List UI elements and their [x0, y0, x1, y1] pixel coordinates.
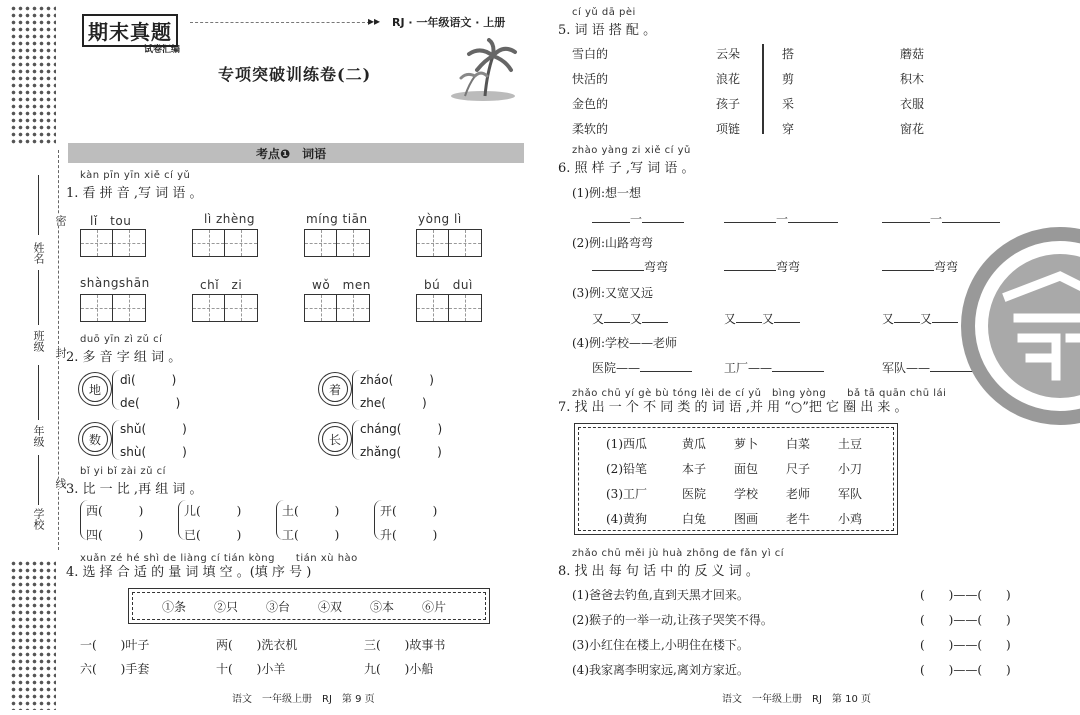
q3-pair-3a[interactable]: 土( )	[282, 504, 340, 518]
q7-word[interactable]: 老牛	[786, 512, 811, 526]
q8-sentence-1: (1)爸爸去钓鱼,直到天黑才回来。	[572, 588, 749, 602]
q4-title: 4. 选 择 合 适 的 量 词 填 空 。(填 序 号 )	[66, 565, 312, 580]
q7-title: 7. 找 出 一 个 不 同 类 的 词 语 ,并 用 “○”把 它 圈 出 来 。	[558, 400, 908, 415]
q7-word[interactable]: 医院	[682, 487, 707, 501]
q7-word[interactable]: 图画	[734, 512, 759, 526]
q2-pinyin: duō yīn zì zǔ cí	[80, 334, 163, 345]
q5-noun-a2: 浪花	[716, 72, 741, 86]
side-label-school: 学校	[32, 508, 45, 530]
q5-noun-a4: 项链	[716, 122, 741, 136]
seal-mark-mi: 密	[54, 215, 67, 226]
q2-char-flower-2: 着	[322, 376, 348, 402]
q5-divider	[762, 44, 764, 134]
q1-answer-grid-4[interactable]	[416, 229, 482, 257]
q2-bracket-1	[112, 370, 120, 410]
logo-title: 期末真题	[82, 14, 178, 47]
q6-answer-4b[interactable]	[724, 359, 824, 376]
q6-wan-1: 弯弯	[644, 260, 669, 274]
q4-option-4: ④双	[318, 600, 343, 614]
q6-wan-2: 弯弯	[776, 260, 801, 274]
q5-noun-a3: 孩子	[716, 97, 741, 111]
q6-answer-1a[interactable]	[592, 210, 684, 227]
q7-word[interactable]: 老师	[786, 487, 811, 501]
q2-title: 2. 多 音 字 组 词 。	[66, 350, 182, 365]
page-title: 专项突破训练卷(二)	[218, 65, 372, 84]
q6-you: 又	[762, 312, 775, 326]
q5-pinyin: cí yǔ dā pèi	[572, 7, 636, 18]
edition-label: RJ · 一年级语文 · 上册	[392, 16, 506, 29]
q5-title: 5. 词 语 搭 配 。	[558, 23, 657, 38]
q3-pair-1a[interactable]: 西( )	[86, 504, 144, 518]
q1-answer-grid-8[interactable]	[416, 294, 482, 322]
q8-sentence-4: (4)我家离李明家远,离刘方家近。	[572, 663, 749, 677]
q5-noun-b2: 积木	[900, 72, 925, 86]
seal-mark-feng: 封	[54, 347, 67, 358]
q4-item-5[interactable]: 十( )小羊	[216, 662, 286, 676]
q7-word[interactable]: 军队	[838, 487, 863, 501]
q4-item-6[interactable]: 九( )小船	[364, 662, 434, 676]
q5-verb-3: 采	[782, 97, 795, 111]
blank[interactable]	[724, 259, 776, 271]
q4-option-1: ①条	[162, 600, 187, 614]
q6-yi-2: 一	[776, 212, 789, 226]
watermark-stamp-icon	[960, 226, 1080, 426]
q6-you: 又	[920, 312, 933, 326]
header-arrow-icon: ▸▸	[368, 14, 381, 28]
q3-pinyin: bǐ yi bǐ zài zǔ cí	[80, 466, 166, 477]
header-rule	[190, 22, 370, 23]
q2-reading-2b[interactable]: zhe( )	[360, 396, 427, 410]
side-line-4	[38, 455, 39, 505]
q4-option-3: ③台	[266, 600, 291, 614]
q3-pair-2b[interactable]: 已( )	[184, 528, 242, 542]
q4-item-2[interactable]: 两( )洗衣机	[216, 638, 298, 652]
side-line-2	[38, 270, 39, 325]
q2-bracket-3	[112, 420, 120, 460]
q5-noun-b1: 蘑菇	[900, 47, 925, 61]
q1-pinyin: kàn pīn yīn xiě cí yǔ	[80, 170, 191, 181]
q6-pair-prefix-1: 医院——	[592, 361, 641, 375]
q7-word[interactable]: 本子	[682, 462, 707, 476]
q1-pinyin-item-2: lì zhèng	[204, 212, 255, 226]
left-dotted-strip-bottom	[10, 560, 56, 710]
q5-adj-4: 柔软的	[572, 122, 609, 136]
side-label-name: 姓名	[32, 242, 45, 264]
q1-pinyin-item-3: míng tiān	[306, 212, 368, 226]
q6-you: 又	[592, 312, 605, 326]
blank[interactable]	[642, 311, 668, 323]
q8-answer-3[interactable]: ( )——( )	[920, 638, 1011, 652]
q3-pair-4b[interactable]: 升( )	[380, 528, 438, 542]
blank[interactable]	[592, 259, 644, 271]
q7-word[interactable]: 小刀	[838, 462, 863, 476]
q5-verb-2: 剪	[782, 72, 795, 86]
q2-char-flower-4: 长	[322, 426, 348, 452]
q1-answer-grid-2[interactable]	[192, 229, 258, 257]
q6-example-2: (2)例:山路弯弯	[572, 236, 654, 250]
q7-word[interactable]: 白兔	[682, 512, 707, 526]
q7-word[interactable]: (1)西瓜	[606, 437, 647, 451]
side-line-3	[38, 365, 39, 420]
q6-wan-3: 弯弯	[934, 260, 959, 274]
q6-you: 又	[630, 312, 643, 326]
q8-sentence-3: (3)小红住在楼上,小明住在楼下。	[572, 638, 749, 652]
q2-reading-4a[interactable]: cháng( )	[360, 422, 443, 436]
q1-pinyin-item-4: yòng lì	[418, 212, 462, 226]
q5-noun-b3: 衣服	[900, 97, 925, 111]
q5-adj-3: 金色的	[572, 97, 609, 111]
q6-you: 又	[724, 312, 737, 326]
palm-tree-icon	[445, 38, 520, 103]
blank[interactable]	[724, 211, 776, 223]
q4-pinyin: xuǎn zé hé shì de liàng cí tián kòng tián xù hào	[80, 553, 358, 564]
q6-pair-prefix-3: 军队——	[882, 361, 931, 375]
q7-word[interactable]: 小鸡	[838, 512, 863, 526]
q7-word[interactable]: (3)工厂	[606, 487, 647, 501]
q2-reading-1a[interactable]: dì( )	[120, 373, 177, 387]
q7-word[interactable]: 土豆	[838, 437, 863, 451]
blank[interactable]	[942, 211, 1000, 223]
q6-answer-2b[interactable]	[724, 258, 800, 275]
q7-word[interactable]: 萝卜	[734, 437, 759, 451]
blank[interactable]	[894, 311, 920, 323]
side-line-1	[38, 175, 39, 235]
blank[interactable]	[772, 360, 824, 372]
left-dotted-strip-top	[10, 5, 56, 145]
blank[interactable]	[774, 311, 800, 323]
q2-reading-3a[interactable]: shǔ( )	[120, 422, 187, 436]
logo	[78, 12, 188, 54]
kaodian-label: 考点❶ 词语	[256, 147, 327, 161]
q1-answer-grid-1[interactable]	[80, 229, 146, 257]
q6-example-3: (3)例:又宽又远	[572, 286, 654, 300]
q7-word[interactable]: 白菜	[786, 437, 811, 451]
q4-item-4[interactable]: 六( )手套	[80, 662, 150, 676]
q6-pair-prefix-2: 工厂——	[724, 361, 773, 375]
q1-pinyin-item-8: bú duì	[424, 278, 473, 292]
q6-example-1: (1)例:想一想	[572, 186, 642, 200]
side-label-class: 班级	[32, 330, 45, 352]
blank[interactable]	[788, 211, 838, 223]
q2-bracket-4	[352, 420, 360, 460]
q6-pinyin: zhào yàng zi xiě cí yǔ	[572, 145, 691, 156]
q5-adj-2: 快活的	[572, 72, 609, 86]
q1-pinyin-item-7: wǒ men	[312, 278, 371, 292]
q7-word[interactable]: (2)铅笔	[606, 462, 647, 476]
q6-answer-3c[interactable]	[882, 310, 958, 327]
q6-answer-2a[interactable]	[592, 258, 668, 275]
q1-answer-grid-7[interactable]	[304, 294, 370, 322]
q4-option-2: ②只	[214, 600, 239, 614]
q6-you: 又	[882, 312, 895, 326]
q8-title: 8. 找 出 每 句 话 中 的 反 义 词 。	[558, 564, 759, 579]
q6-answer-4a[interactable]	[592, 359, 692, 376]
blank[interactable]	[592, 211, 630, 223]
q1-pinyin-item-5: shàngshān	[80, 276, 150, 290]
blank[interactable]	[604, 311, 630, 323]
q3-pair-3b[interactable]: 工( )	[282, 528, 340, 542]
q6-answer-1b[interactable]	[724, 210, 838, 227]
q3-pair-1b[interactable]: 四( )	[86, 528, 144, 542]
q5-noun-a1: 云朵	[716, 47, 741, 61]
blank[interactable]	[640, 360, 692, 372]
q3-pair-4a[interactable]: 开( )	[380, 504, 438, 518]
q4-option-5: ⑤本	[370, 600, 395, 614]
q5-adj-1: 雪白的	[572, 47, 609, 61]
q2-char-flower-1: 地	[82, 376, 108, 402]
q7-word[interactable]: (4)黄狗	[606, 512, 647, 526]
q2-bracket-2	[352, 370, 360, 410]
q4-option-6: ⑥片	[422, 600, 447, 614]
blank[interactable]	[642, 211, 684, 223]
q5-verb-1: 搭	[782, 47, 795, 61]
q2-reading-4b[interactable]: zhǎng( )	[360, 445, 442, 459]
q2-reading-3b[interactable]: shù( )	[120, 445, 187, 459]
blank[interactable]	[736, 311, 762, 323]
q2-reading-2a[interactable]: zháo( )	[360, 373, 434, 387]
left-footer: 语文 一年级上册 RJ 第 9 页	[232, 694, 375, 705]
logo-subtitle: 试卷汇编	[144, 45, 181, 55]
q6-answer-3b[interactable]	[724, 310, 800, 327]
q5-noun-b4: 窗花	[900, 122, 925, 136]
q3-title: 3. 比 一 比 ,再 组 词 。	[66, 482, 203, 497]
side-label-grade: 年级	[32, 425, 45, 447]
q7-word[interactable]: 黄瓜	[682, 437, 707, 451]
q1-answer-grid-3[interactable]	[304, 229, 370, 257]
q6-yi-1: 一	[630, 212, 643, 226]
q8-sentence-2: (2)猴子的一举一动,让孩子哭笑不得。	[572, 613, 773, 627]
q2-char-flower-3: 数	[82, 426, 108, 452]
q4-item-3[interactable]: 三( )故事书	[364, 638, 446, 652]
q1-answer-grid-5[interactable]	[80, 294, 146, 322]
q6-example-4: (4)例:学校——老师	[572, 336, 678, 350]
q8-answer-4[interactable]: ( )——( )	[920, 663, 1011, 677]
q1-pinyin-item-1: lǐ tou	[90, 214, 132, 228]
q6-yi-3: 一	[930, 212, 943, 226]
blank[interactable]	[882, 259, 934, 271]
q1-answer-grid-6[interactable]	[192, 294, 258, 322]
q1-pinyin-item-6: chǐ zi	[200, 278, 243, 292]
q2-reading-1b[interactable]: de( )	[120, 396, 181, 410]
right-footer: 语文 一年级上册 RJ 第 10 页	[722, 694, 871, 705]
blank[interactable]	[932, 311, 958, 323]
q3-pair-2a[interactable]: 儿( )	[184, 504, 242, 518]
q6-title: 6. 照 样 子 ,写 词 语 。	[558, 161, 695, 176]
blank[interactable]	[882, 211, 930, 223]
q4-item-1[interactable]: 一( )叶子	[80, 638, 150, 652]
q7-pinyin: zhǎo chū yí gè bù tóng lèi de cí yǔ bìng yòng bǎ tā quān chū lái	[572, 388, 947, 399]
seal-mark-xian: 线	[54, 478, 67, 489]
q6-answer-1c[interactable]	[882, 210, 1000, 227]
q7-word[interactable]: 面包	[734, 462, 759, 476]
q7-word[interactable]: 尺子	[786, 462, 811, 476]
q8-answer-2[interactable]: ( )——( )	[920, 613, 1011, 627]
q7-word[interactable]: 学校	[734, 487, 759, 501]
q6-answer-3a[interactable]	[592, 310, 668, 327]
q1-title: 1. 看 拼 音 ,写 词 语 。	[66, 186, 203, 201]
q8-pinyin: zhǎo chū měi jù huà zhōng de fǎn yì cí	[572, 548, 785, 559]
q8-answer-1[interactable]: ( )——( )	[920, 588, 1011, 602]
q5-verb-4: 穿	[782, 122, 795, 136]
q6-answer-2c[interactable]	[882, 258, 958, 275]
